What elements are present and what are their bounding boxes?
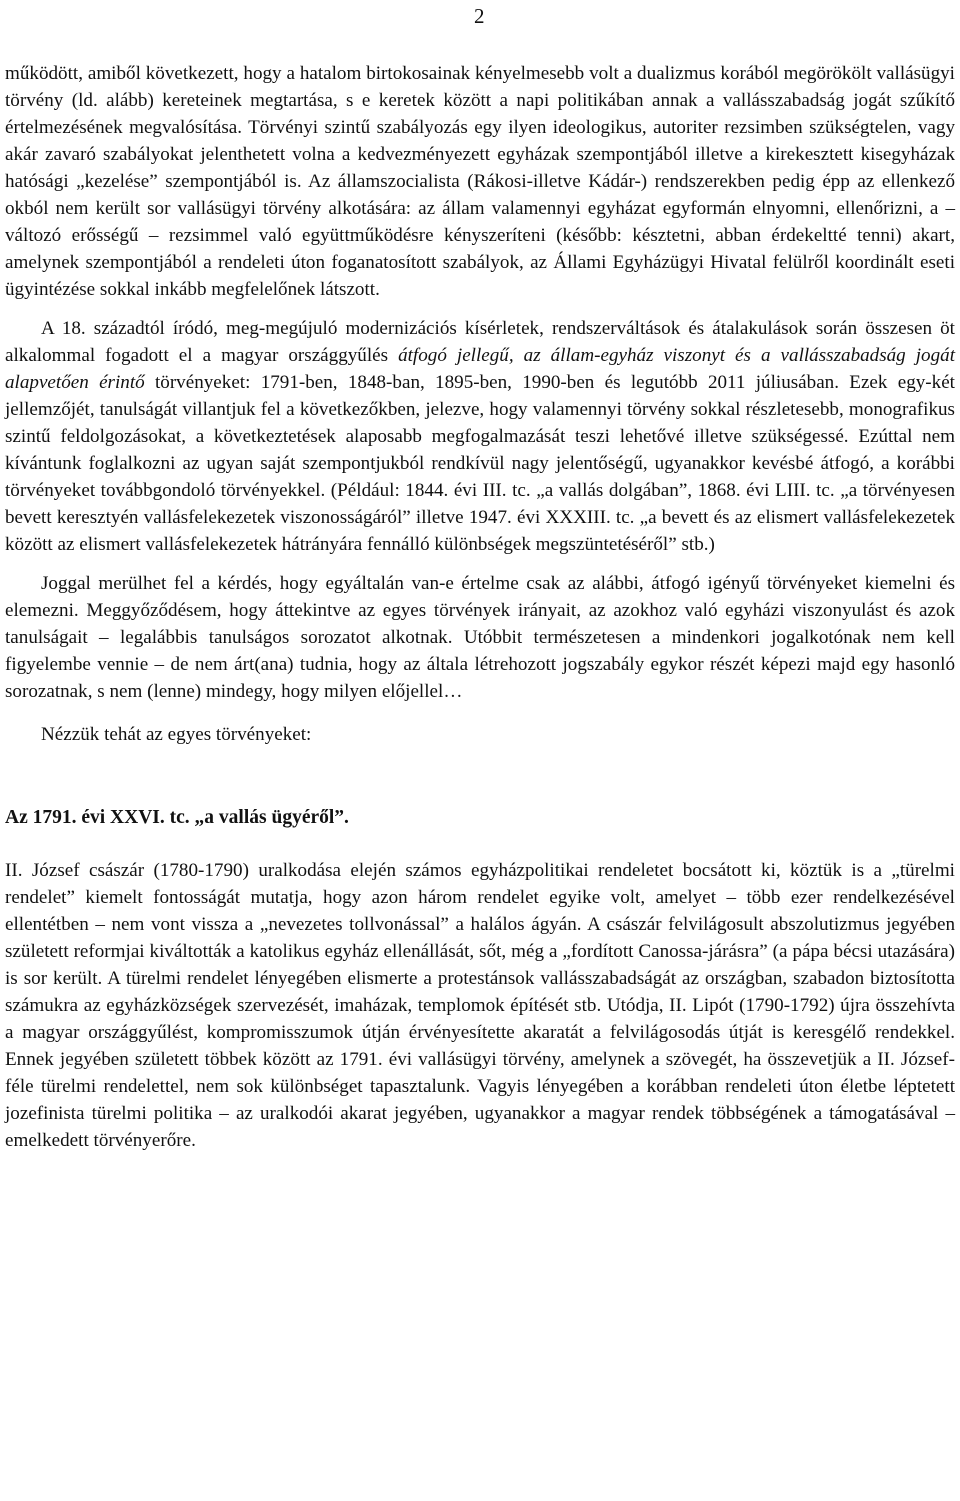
page-number: 2 <box>474 4 485 28</box>
paragraph-1: működött, amiből következett, hogy a hatalom birtokosainak kényelmesebb volt a dualizmus korából megörökölt vallásügyi törvény (ld. alább) kereteinek megtartása, s e keretek között a napi politikában annak a vallásszabadság jogát szűkítő értelmezésének megvalósítása. Törvényi szintű szabályozás egy ilyen ideologikus, autoriter rezsimben szükségtelen, vagy akár zavaró szabályokat jelenthetett volna a kedvezményezett egyházak szempontjából illetve a kirekesztett kisegyházak hatósági „kezelése” szempontjából is. Az államszocialista (Rákosi-illetve Kádár-) rendszerekben pedig épp az ellenkező okból nem került sor vallásügyi törvény alkotására: az állam valamennyi egyházat egyformán elnyomni, ellenőrizni, a – változó erősségű – rezsimmel való együttműködésre kényszeríteni (később: késztetni, abban érdekeltté tenni) akart, amelynek szempontjából a rendeleti úton foganatosított szabályok, az Állami Egyházügyi Hivatal felülről koordinált eseti ügyintézése sokkal inkább megfelelőnek látszott. <box>5 63 955 300</box>
paragraph-2-text-start: A 18. századtól íródó, meg-megújuló modernizációs kísérletek, rendszerváltások és átalakulások során összesen öt alkalommal fogadott el a magyar országgyűlés <box>5 318 955 366</box>
paragraph-4: Nézzük tehát az egyes törvényeket: <box>41 724 312 745</box>
paragraph-2-text-end: törvényeket: 1791-ben, 1848-ban, 1895-ben, 1990-ben és legutóbb 2011 júliusában. Ezek egy-két jellemzőjét, tanulságát villantjuk fel a következőkben, jelezve, hogy valamennyi törvény sokkal részletesebb, monografikus szintű feldolgozásokat, a következtetések alaposabb megfogalmazását teszi lehetővé illetve szükségessé. Ezúttal nem kívántunk foglalkozni az ugyan saját szempontjukból rendkívül nagy jelentőségű, ugyanakkor kevésbé átfogó, a korábbi törvényeket továbbgondoló törvényekkel. (Például: 1844. évi III. tc. „a vallás dolgában”, 1868. évi LIII. tc. „a törvényesen bevett keresztyén vallásfelekezetek viszonosságáról” illetve 1947. évi XXXIII. tc. „a bevett és az elismert vallásfelekezetek között az elismert vallásfelekezetek hátrányára fennálló különbségek megszüntetéséről” stb.) <box>5 372 955 555</box>
paragraph-3: Joggal merülhet fel a kérdés, hogy egyáltalán van-e értelme csak az alábbi, átfogó igényű törvényeket kiemelni és elemezni. Meggyőződésem, hogy áttekintve az egyes törvények irányait, az azokhoz való egyházi viszonyulást és azok tanulságait – legalábbis tanulságos sorozatot alkotnak. Utóbbit természetesen a mindenkori jogalkotónak nem kell figyelembe vennie – de nem árt(ana) tudnia, hogy az általa létrehozott jogszabály egykor részét képezi majd egy hasonló sorozatnak, s nem (lenne) mindegy, hogy milyen előjellel… <box>5 573 955 702</box>
paragraph-5: II. József császár (1780-1790) uralkodása elején számos egyházpolitikai rendeletet bocsátott ki, köztük is a „türelmi rendelet” kiemelt fontosságát mutatja, hogy azon három rendelet egyike volt, amelyet – több ezer rendelkezésével ellentétben – nem vont vissza a „nevezetes tollvonással” a halálos ágyán. A császár felvilágosult abszolutizmus jegyében született reformjai kiváltották a katolikus egyház ellenállását, sőt, még a „fordított Canossa-járásra” (a pápa bécsi utazására) is sor került. A türelmi rendelet lényegében elismerte a protestánsok vallásszabadságát az országban, szabadon biztosította számukra az egyházközségek szervezését, imaházak, templomok építését stb. Utódja, II. Lipót (1790-1792) újra összehívta a magyar országgyűlést, kompromisszumok útján érvényesítette akaratát a felvilágosodás útját is keresgélő rendekkel. Ennek jegyében született többek között az 1791. évi vallásügyi törvény, amelynek a szövegét, ha összevetjük a II. József-féle türelmi rendelettel, nem sok különbséget tapasztalunk. Vagyis lényegében a korábban rendeleti úton életbe léptetett jozefinista türelmi politika – az uralkodói akarat jegyében, ugyanakkor a magyar rendek többségének a támogatásával – emelkedett törvényerőre. <box>5 860 955 1151</box>
section-heading: Az 1791. évi XXVI. tc. „a vallás ügyéről”. <box>5 807 349 828</box>
document-body <box>5 60 955 1154</box>
paragraph-2 <box>5 315 955 558</box>
paragraph-2-italic: átfogó jellegű, az állam-egyház viszonyt és a vallásszabadság jogát alapvetően érintő <box>5 345 955 393</box>
